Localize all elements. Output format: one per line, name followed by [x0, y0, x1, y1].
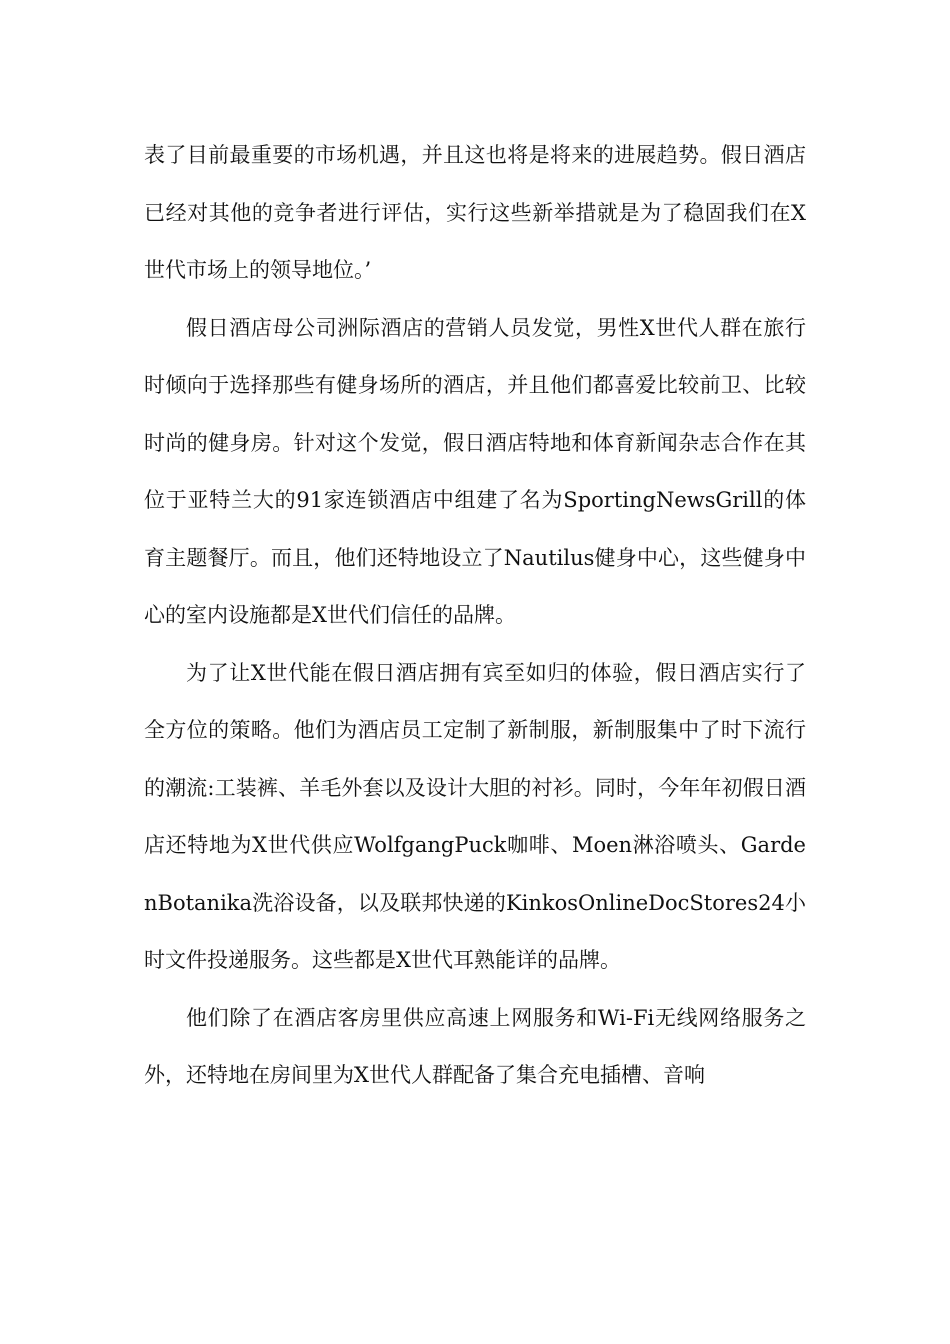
paragraph-3: 为了让X世代能在假日酒店拥有宾至如归的体验，假日酒店实行了全方位的策略。他们为酒店员工定制了新制服，新制服集中了时下流行的潮流:工装裤、羊毛外套以及设计大胆的衬衫。同时，今年年初假日酒店还特地为X世代供应WolfgangPuck咖啡、Moen淋浴喷头、GardenBotanika洗浴设备，以及联邦快递的KinkosOnlineDocStores24小时文件投递服务。这些都是X世代耳熟能详的品牌。: [144, 660, 806, 972]
paragraph-2: 假日酒店母公司洲际酒店的营销人员发觉，男性X世代人群在旅行时倾向于选择那些有健身场所的酒店，并且他们都喜爱比较前卫、比较时尚的健身房。针对这个发觉，假日酒店特地和体育新闻杂志合作在其位于亚特兰大的91家连锁酒店中组建了名为SportingNewsGrill的体育主题餐厅。而且，他们还特地设立了Nautilus健身中心，这些健身中心的室内设施都是X世代们信任的品牌。: [144, 315, 806, 627]
paragraph-1: 表了目前最重要的市场机遇，并且这也将是将来的进展趋势。假日酒店已经对其他的竞争者进行评估，实行这些新举措就是为了稳固我们在X世代市场上的领导地位。’: [144, 143, 806, 282]
document-body: [144, 127, 806, 1105]
paragraph-4: 他们除了在酒店客房里供应高速上网服务和Wi-Fi无线网络服务之外，还特地在房间里为X世代人群配备了集合充电插槽、音响: [144, 1005, 806, 1087]
